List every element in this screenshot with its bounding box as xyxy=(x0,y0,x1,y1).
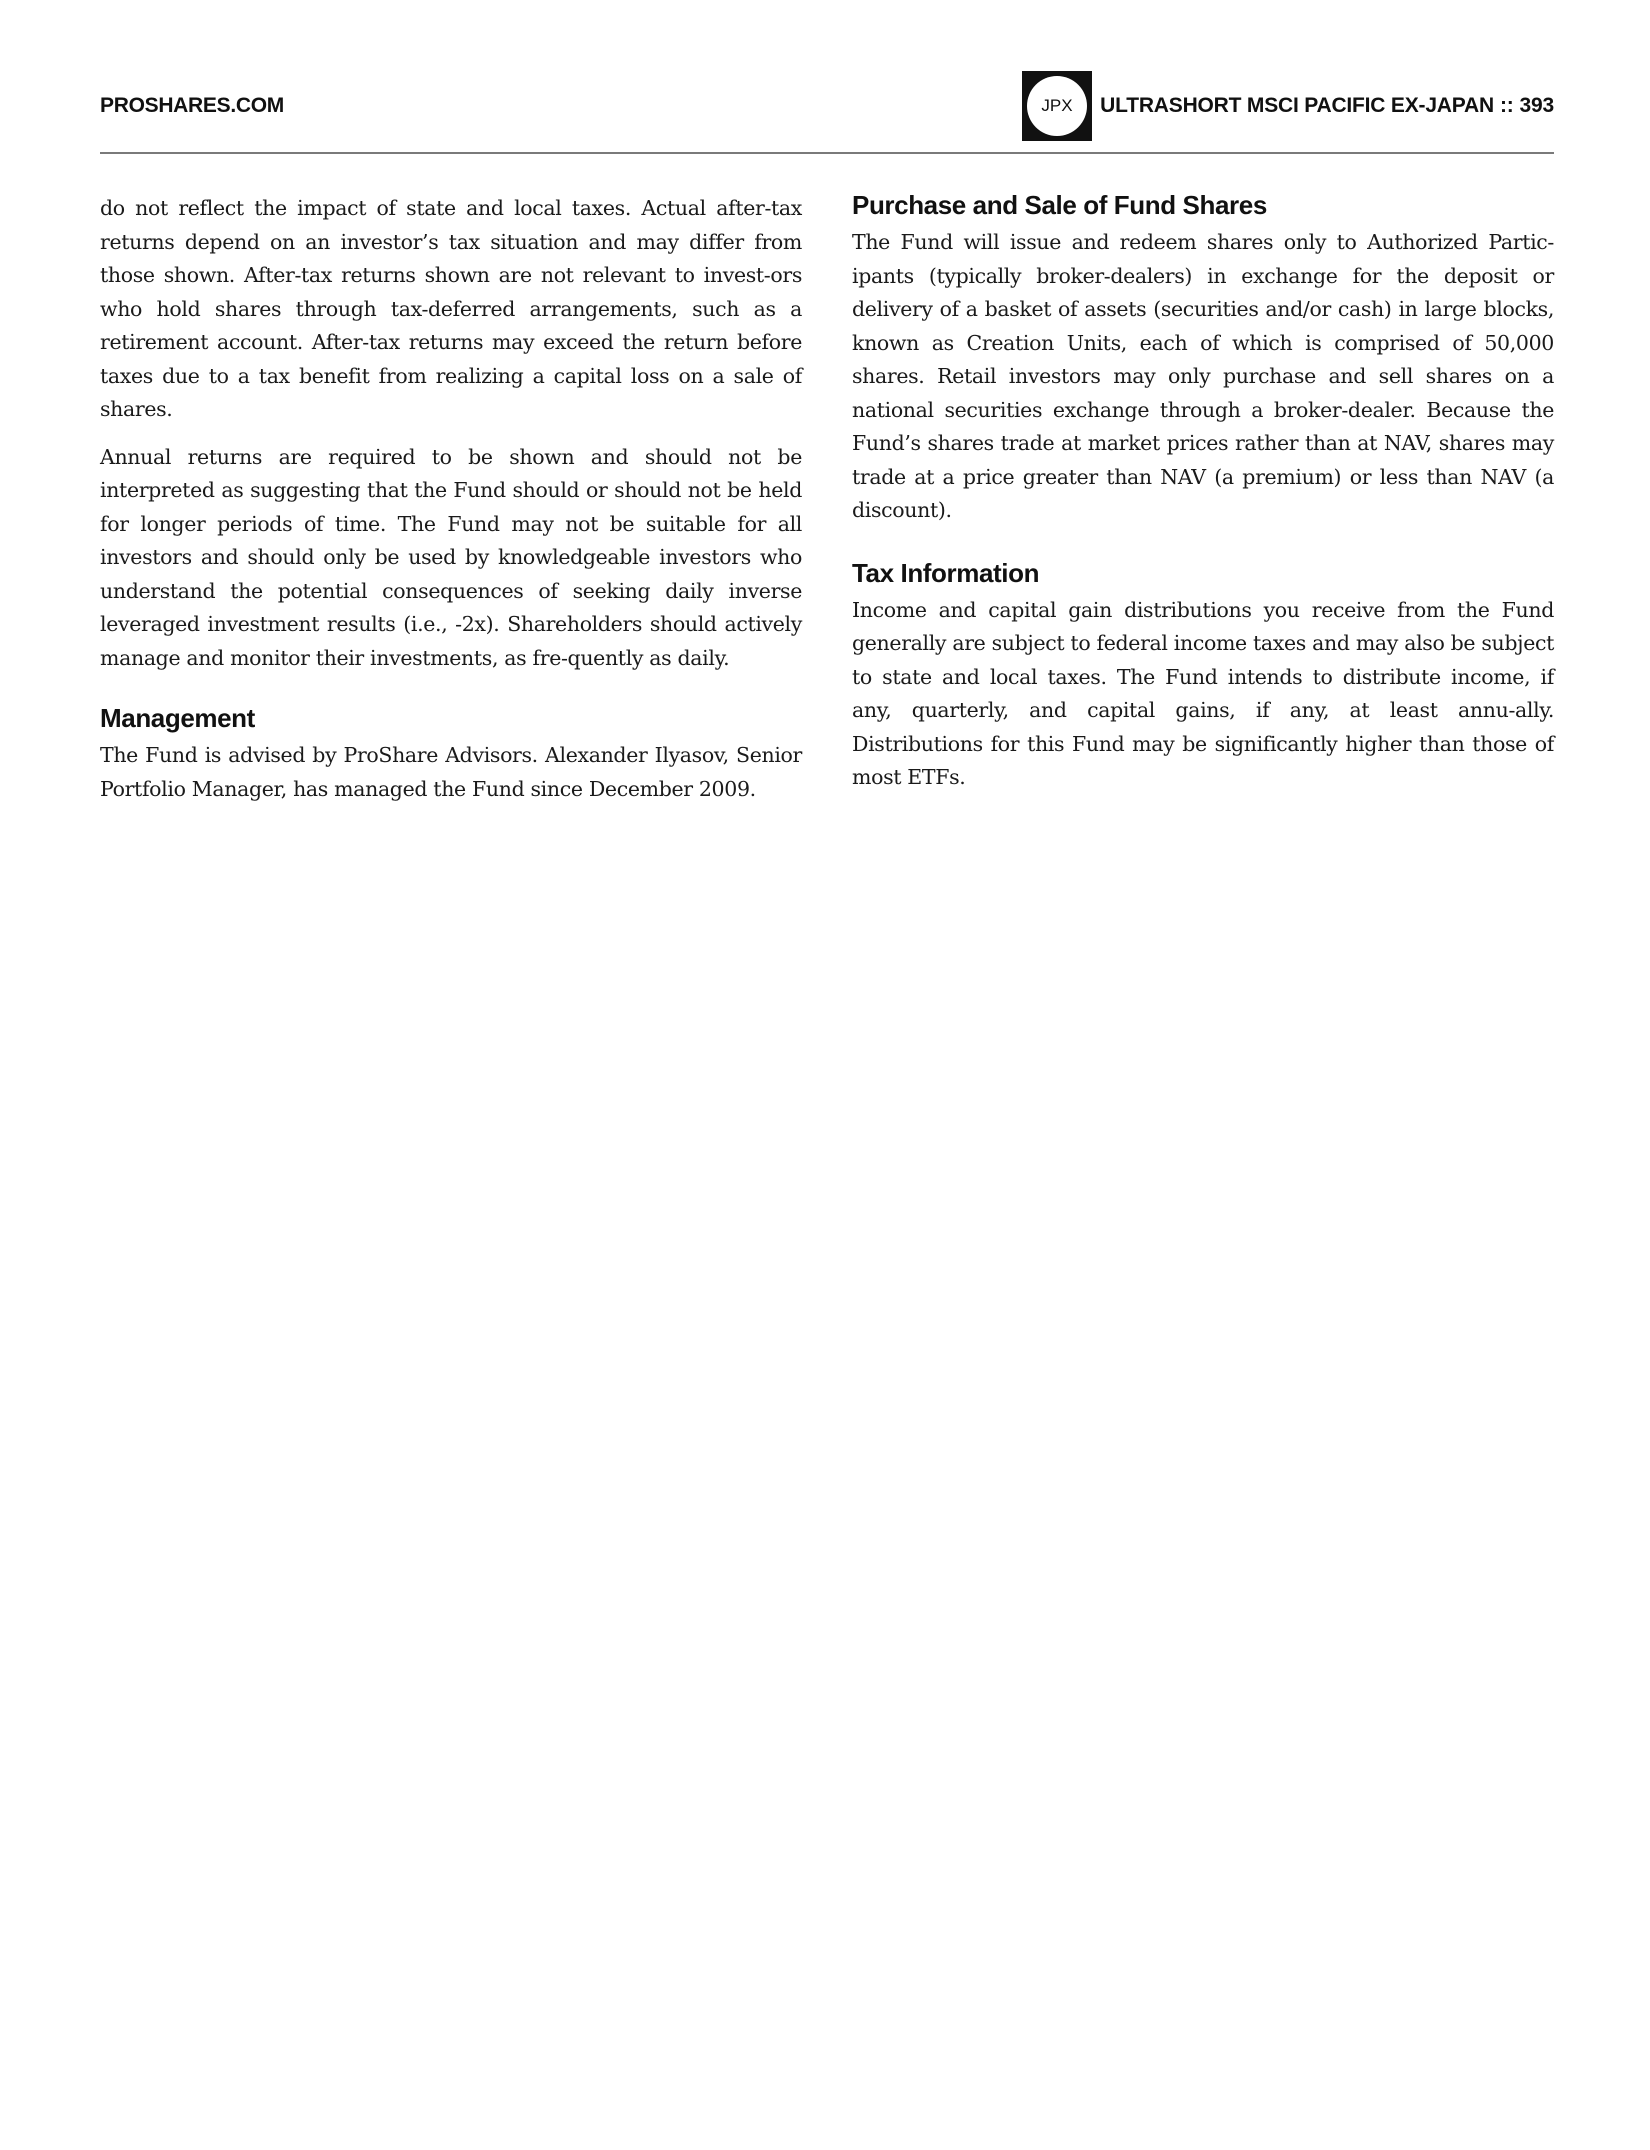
purchase-sale-heading: Purchase and Sale of Fund Shares xyxy=(852,190,1267,220)
fund-title xyxy=(1100,94,1554,118)
fund-name: ULTRASHORT MSCI PACIFIC EX-JAPAN xyxy=(1100,94,1494,117)
tax-information-paragraph: Income and capital gain distributions you receive from the Fund generally are subject to federal income taxes and may also be subject to state and local taxes. The Fund intends to distribute income, if any, quarterly, and capital gains, if any, at least annu-ally. Distributions for this Fund may be significantly higher than those of most ETFs. xyxy=(852,597,1554,789)
title-separator: :: xyxy=(1499,94,1514,117)
purchase-sale-paragraph: The Fund will issue and redeem shares only to Authorized Partic-ipants (typically broker-dealers) in exchange for the deposit or delivery of a basket of assets (securities and/or cash) in large blocks, known as Creation Units, each of which is comprised of 50,000 shares. Retail investors may only purchase and sell shares on a national securities exchange through a broker-dealer. Because the Fund’s shares trade at market prices rather than at NAV, shares may trade at a price greater than NAV (a premium) or less than NAV (a discount). xyxy=(852,230,1554,522)
page-header xyxy=(100,60,1554,154)
left-column xyxy=(100,192,802,820)
after-tax-paragraph: do not reflect the impact of state and local taxes. Actual after-tax returns depend on an investor’s tax situation and may differ from those shown. After-tax returns shown are not relevant to invest-ors who hold shares through tax-deferred arrangements, such as a retirement account. After-tax returns may exceed the return before taxes due to a tax benefit from realizing a capital loss on a sale of shares. xyxy=(100,196,802,421)
page-number: 393 xyxy=(1519,94,1554,117)
ticker-label: JPX xyxy=(1027,76,1087,136)
ticker-badge xyxy=(1022,71,1092,141)
annual-returns-paragraph: Annual returns are required to be shown and should not be interpreted as suggesting that the Fund should or should not be held for longer periods of time. The Fund may not be suitable for all investors and should only be used by knowledgeable investors who understand the potential consequences of seeking daily inverse leveraged investment results (i.e., -2x). Shareholders should actively manage and monitor their investments, as fre-quently as daily. xyxy=(100,444,802,670)
management-paragraph: The Fund is advised by ProShare Advisors. Alexander Ilyasov, Senior Portfolio Manager, has managed the Fund since December 2009. xyxy=(100,743,802,801)
right-column xyxy=(852,192,1554,809)
site-url: PROSHARES.COM xyxy=(100,94,284,117)
management-heading: Management xyxy=(100,703,255,733)
tax-information-heading: Tax Information xyxy=(852,557,1040,588)
